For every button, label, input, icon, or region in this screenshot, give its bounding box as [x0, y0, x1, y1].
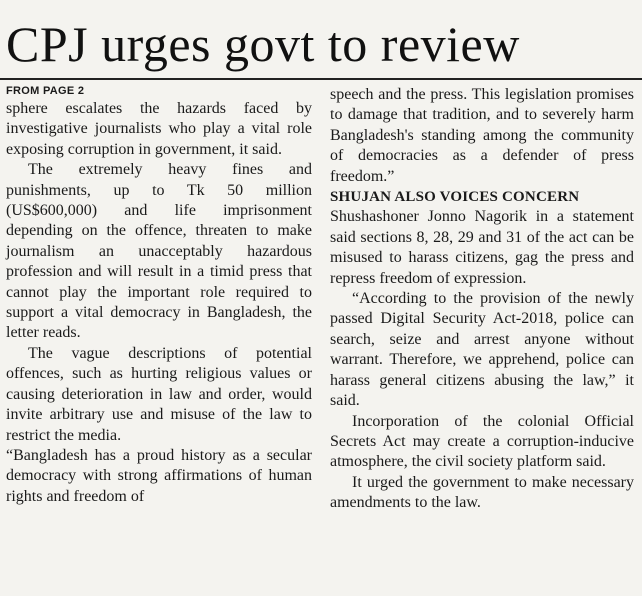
article-paragraph: Incorporation of the colonial Official Secrets Act may create a corruption-inducive atmosphere, the civil society platform said.	[330, 412, 634, 471]
article-paragraph: The extremely heavy fines and punishments, up to Tk 50 million (US$600,000) and life imprisonment depending on the offence, threaten to make journalism an unacceptably hazardous profession and will result in a timid press that cannot play the important role required to support a vital democracy in Bangladesh, the letter reads.	[6, 161, 312, 342]
headline-rule	[0, 78, 642, 80]
continuation-kicker: FROM PAGE 2	[6, 85, 85, 97]
article-paragraph: Shushashoner Jonno Nagorik in a statement said sections 8, 28, 29 and 31 of the act can be misused to harass citizens, gag the press and repress freedom of expression.	[330, 208, 634, 287]
article-paragraph: The vague descriptions of potential offences, such as hurting religious values or causing deterioration in law and order, would invite arbitrary use and misuse of the law to restrict the media.	[6, 344, 312, 444]
section-subhead: SHUJAN ALSO VOICES CONCERN	[330, 189, 580, 206]
article-column-right	[330, 85, 634, 514]
article-column-left	[6, 85, 312, 507]
article-paragraph: “Bangladesh has a proud history as a secular democracy with strong affirmations of human rights and freedom of	[6, 446, 312, 505]
article-paragraph: It urged the government to make necessary amendments to the law.	[330, 473, 634, 512]
headline: CPJ urges govt to review	[6, 16, 520, 72]
article-paragraph: “According to the provision of the newly passed Digital Security Act-2018, police can search, seize and arrest anyone without warrant. Therefore, we apprehend, police can harass general citizens abusing the law,” it said.	[330, 290, 634, 410]
article-paragraph: sphere escalates the hazards faced by investigative journalists who play a vital role exposing corruption in government, it said.	[6, 100, 312, 158]
article-paragraph-continued: speech and the press. This legislation promises to damage that tradition, and to severely harm Bangladesh's standing among the community of democracies as a defender of press freedom.”	[330, 86, 634, 185]
